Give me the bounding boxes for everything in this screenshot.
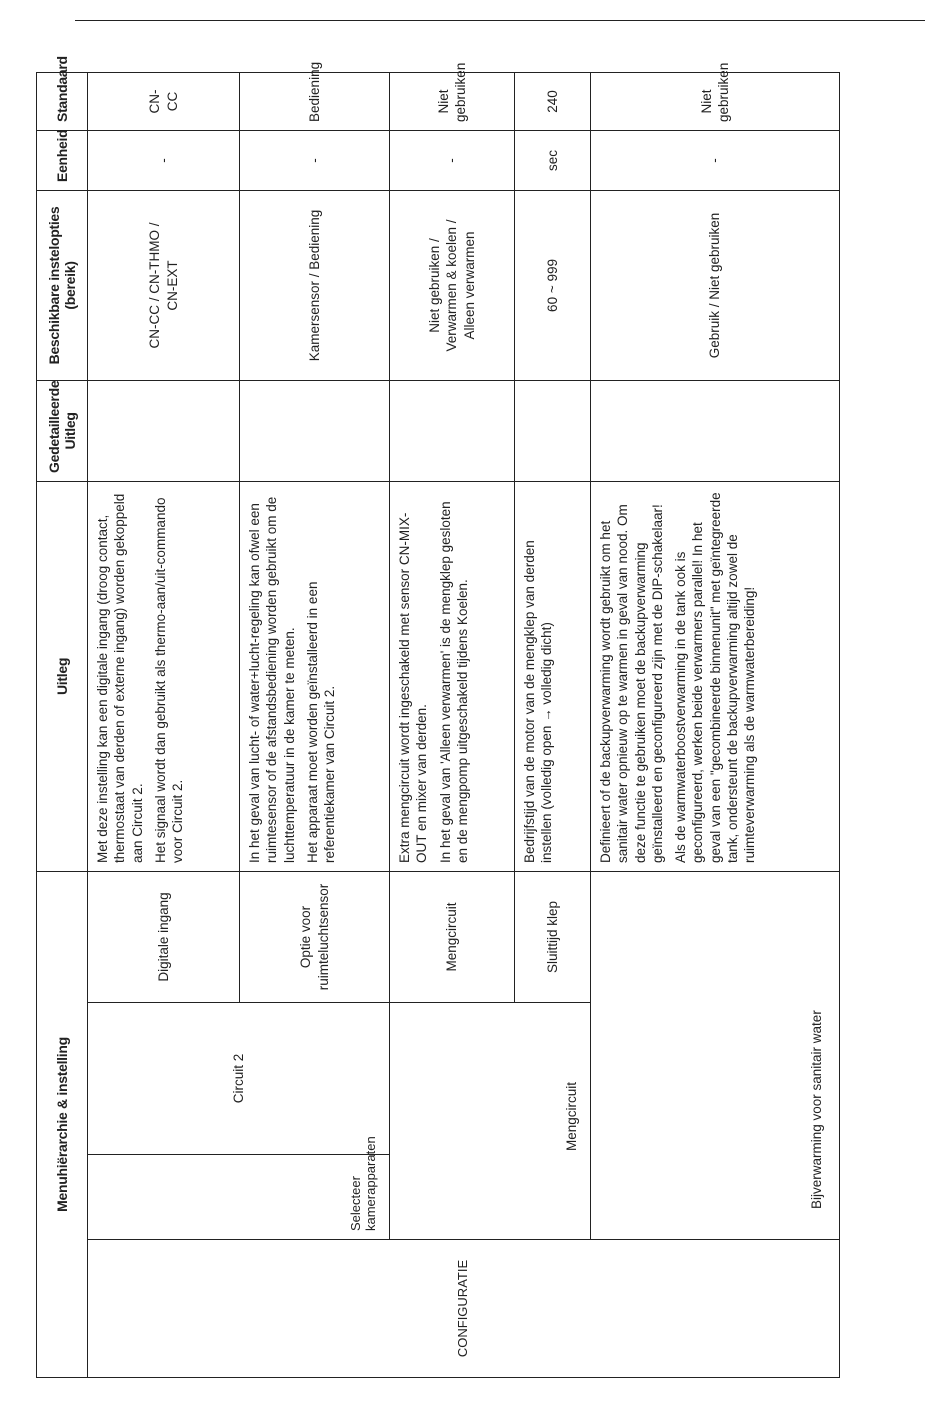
row-label: Sluittijd klep bbox=[515, 871, 591, 1002]
group-mengcircuit: Mengcircuit bbox=[390, 1003, 591, 1240]
group-circuit-2: Circuit 2 bbox=[88, 1003, 390, 1155]
row-standaard: Bediening bbox=[240, 72, 390, 130]
row-opties: Gebruik / Niet gebruiken bbox=[591, 190, 840, 380]
header-gedetailleerde: Gedetailleerde Uitleg bbox=[37, 380, 88, 481]
rotated-table-wrapper bbox=[36, 56, 839, 1378]
row-detail bbox=[515, 380, 591, 481]
row-opties: Niet gebruiken / Verwarmen & koelen / Alleen verwarmen bbox=[390, 190, 515, 380]
row-uitleg: Bedrijfstijd van de motor van de mengklep van derden instellen (volledig open → volledig dicht) bbox=[515, 481, 591, 871]
table-row bbox=[390, 72, 515, 1377]
row-opties: 60 ~ 999 bbox=[515, 190, 591, 380]
row-standaard: 240 bbox=[515, 72, 591, 130]
row-eenheid: - bbox=[88, 130, 240, 190]
row-standaard: Niet gebruiken bbox=[390, 72, 515, 130]
table-row bbox=[591, 72, 840, 1377]
group-select-devices: Selecteer kamerapparaten bbox=[88, 1155, 390, 1240]
header-row bbox=[37, 72, 88, 1377]
row-eenheid: - bbox=[390, 130, 515, 190]
row-uitleg: In het geval van lucht- of water+lucht-regeling kan ofwel een ruimtesensor of de afstandsbediening worden gebruikt om de luchttemperatuur in de kamer te meten. Het apparaat moet worden geïnstalleerd in een referentiekamer van Circuit 2. bbox=[240, 481, 390, 871]
row-detail bbox=[390, 380, 515, 481]
header-eenheid: Eenheid bbox=[37, 130, 88, 190]
row-label-bijverwarming: Bijverwarming voor sanitair water bbox=[591, 871, 840, 1239]
row-detail bbox=[591, 380, 840, 481]
table-row bbox=[88, 72, 240, 1377]
row-eenheid: - bbox=[240, 130, 390, 190]
header-opties: Beschikbare instelopties (bereik) bbox=[37, 190, 88, 380]
row-eenheid: sec bbox=[515, 130, 591, 190]
row-uitleg: Extra mengcircuit wordt ingeschakeld met sensor CN-MIX-OUT en mixer van derden. In het geval van 'Alleen verwarmen' is de mengklep gesloten en de mengpomp uitgeschakeld tijdens Koelen. bbox=[390, 481, 515, 871]
section-label: CONFIGURATIE bbox=[88, 1240, 840, 1378]
top-rule bbox=[75, 20, 925, 21]
row-label: Optie voor ruimteluchtsensor bbox=[240, 871, 390, 1002]
row-standaard: Niet gebruiken bbox=[591, 72, 840, 130]
header-uitleg: Uitleg bbox=[37, 481, 88, 871]
row-uitleg: Met deze instelling kan een digitale ingang (droog contact, thermostaat van derden of externe ingang) worden gekoppeld aan Circuit 2. Het signaal wordt dan gebruikt als thermo-aan/uit-commando voor Circuit 2. bbox=[88, 481, 240, 871]
row-uitleg: Definieert of de backupverwarming wordt gebruikt om het sanitair water opnieuw op te warmen in geval van nood. Om deze functie te gebruiken moet de backupverwarming geïnstalleerd en geconfigureerd zijn met de DIP-schakelaar! Als de warmwaterboostverwarming in de tank ook is geconfigureerd, werken beide verwarmers parallel! In het geval van een "gecombineerde binnenunit" met geïntegreerde tank, ondersteunt de backupverwarming altijd zowel de ruimteverwarming als de warmwaterbereiding! bbox=[591, 481, 840, 871]
row-detail bbox=[240, 380, 390, 481]
header-standaard: Standaard bbox=[37, 72, 88, 130]
settings-table bbox=[36, 56, 840, 1378]
row-eenheid: - bbox=[591, 130, 840, 190]
header-menu: Menuhiërarchie & instelling bbox=[37, 871, 88, 1377]
row-opties: CN-CC / CN-THMO / CN-EXT bbox=[88, 190, 240, 380]
row-standaard: CN-CC bbox=[88, 72, 240, 130]
row-label: Mengcircuit bbox=[390, 871, 515, 1002]
row-label: Digitale ingang bbox=[88, 871, 240, 1002]
row-detail bbox=[88, 380, 240, 481]
row-opties: Kamersensor / Bediening bbox=[240, 190, 390, 380]
